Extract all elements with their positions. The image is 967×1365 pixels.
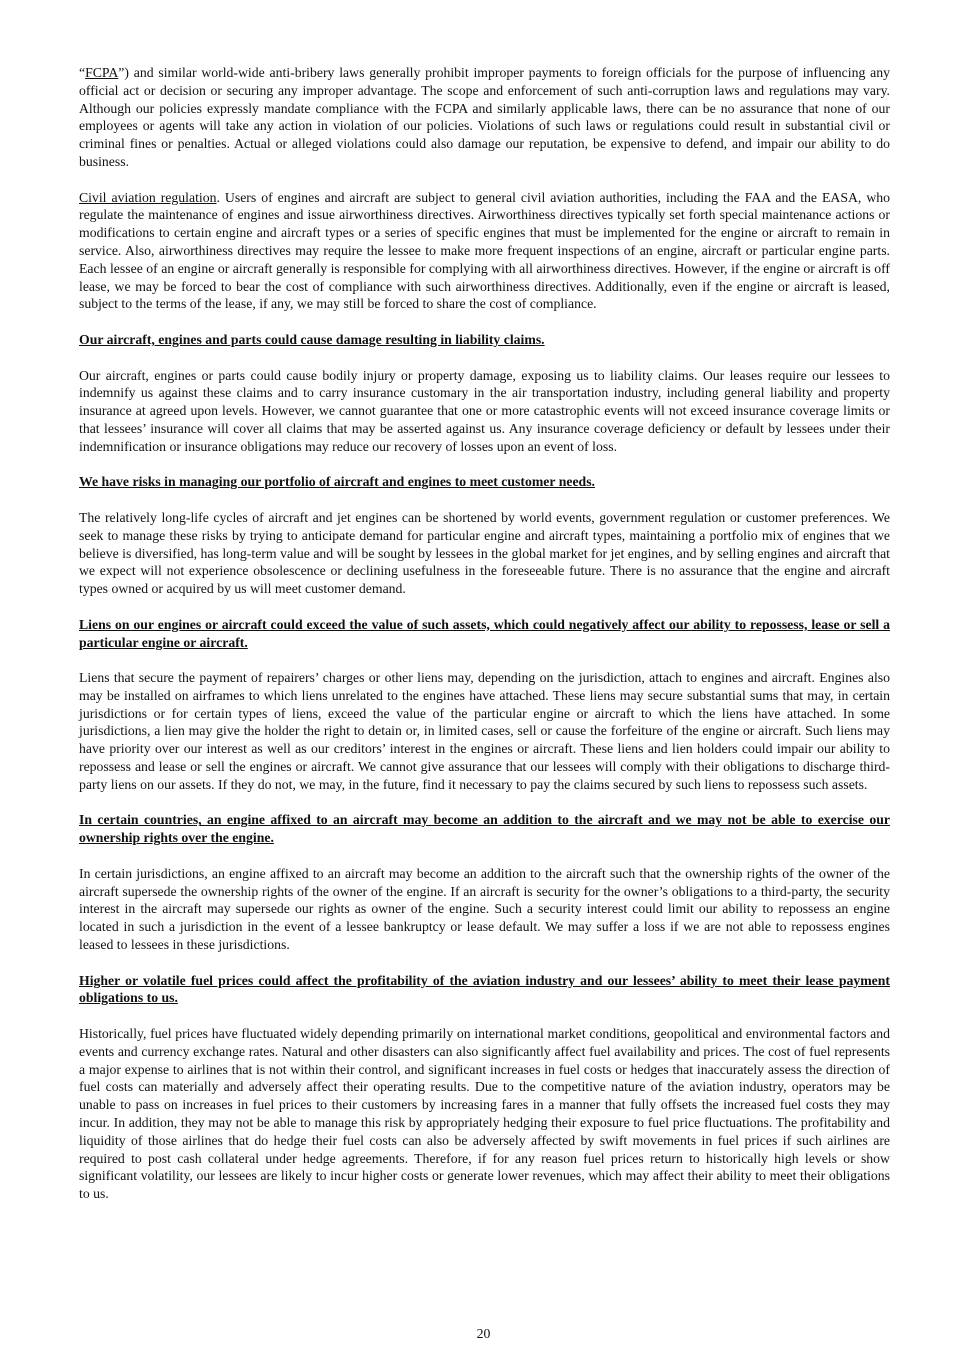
open-quote: “ [79,65,86,80]
paragraph-fuel-prices: Historically, fuel prices have fluctuated widely depending primarily on international market conditions, geopolitical and environmental factors and events and currency exchange rates. Natural and other disasters can also significantly affect fuel availability and prices. The cost of fuel represents a major expense to airlines that is not within their control, and significant increases in fuel costs or hedges that inaccurately assess the direction of fuel costs can materially and adversely affect their operating results. Due to the competitive nature of the aviation industry, operators may be unable to pass on increases in fuel prices to their customers by increasing fares in a manner that fully offsets the increased fuel costs they may incur. In addition, they may not be able to manage this risk by appropriately hedging their exposure to fuel price fluctuations. The profitability and liquidity of those airlines that do hedge their fuel costs can also be adversely affected by swift movements in fuel prices if such airlines are required to post cash collateral under hedge agreements. Therefore, if for any reason fuel prices return to historically high levels or show significant volatility, our lessees are likely to incur higher costs or generate lower revenues, which may affect their ability to meet their obligations to us. [79,1026,890,1202]
paragraph-anti-bribery [79,64,890,171]
paragraph-liens: Liens that secure the payment of repairers’ charges or other liens may, depending on the jurisdiction, attach to engines and aircraft. Engines also may be installed on airframes to which liens unrelated to the engines have attached. These liens may secure substantial sums that may, in certain jurisdictions or for certain types of liens, exceed the value of the particular engine or aircraft to which the liens have attached. In some jurisdictions, a lien may give the holder the right to detain or, in limited cases, sell or cause the forfeiture of the engine or aircraft. Such liens may have priority over our interest as well as our creditors’ interest in the engines or aircraft. These liens and lien holders could impair our ability to repossess and lease or sell the engines or aircraft. We cannot give assurance that our lessees will comply with their obligations to discharge third-party liens on our assets. If they do not, we may, in the future, find it necessary to pay the claims secured by such liens to repossess such assets. [79,670,890,792]
heading-engine-affixed: In certain countries, an engine affixed to an aircraft may become an addition to the aircraft and we may not be able to exercise our ownership rights over the engine. [79,812,890,846]
heading-liability-claims: Our aircraft, engines and parts could cause damage resulting in liability claims. [79,331,545,347]
paragraph-text: . Users of engines and aircraft are subject to general civil aviation authorities, including the FAA and the EASA, who regulate the maintenance of engines and issue airworthiness directives. Airworthiness directives typically set forth special maintenance actions or modifications to certain engine and aircraft types or a series of specific engines that must be implemented for the engine or aircraft to remain in service. Also, airworthiness directives may require the lessee to make more frequent inspections of an engine, aircraft or particular engine parts. Each lessee of an engine or aircraft generally is responsible for complying with all airworthiness directives. However, if the engine or aircraft is off lease, we may be forced to bear the cost of compliance with such airworthiness directives. Additionally, even if the engine or aircraft is leased, subject to the terms of the lease, if any, we may still be forced to share the cost of compliance. [79,189,890,312]
page-number: 20 [476,1326,491,1341]
paragraph-text: ”) and similar world-wide anti-bribery laws generally prohibit improper payments to foreign officials for the purpose of influencing any official act or decision or securing any improper advantage. The scope and enforcement of such anti-corruption laws and regulations may vary. Although our policies expressly mandate compliance with the FCPA and similarly applicable laws, there can be no assurance that none of our employees or agents will take any action in violation of our policies. Violations of such laws or regulations could result in substantial civil or criminal fines or penalties. Actual or alleged violations could also damage our reputation, be expensive to defend, and impair our ability to do business. [79,65,890,169]
civil-aviation-lead: Civil aviation regulation [79,189,217,205]
paragraph-engine-affixed: In certain jurisdictions, an engine affixed to an aircraft may become an addition to the aircraft such that the ownership rights of the owner of the aircraft supersede the ownership rights of the owner of the engine. If an aircraft is security for the owner’s obligations to a third-party, the security interest in the aircraft may supersede our rights as owner of the engine. Such a security interest could limit our ability to repossess an engine located in such a jurisdiction in the event of a lessee bankruptcy or lease default. We may suffer a loss if we are not able to repossess engines leased to lessees in these jurisdictions. [79,865,890,953]
paragraph-portfolio-risks: The relatively long-life cycles of aircraft and jet engines can be shortened by world events, government regulation or customer preferences. We seek to manage these risks by trying to anticipate demand for particular engine and aircraft types, maintaining a portfolio mix of engines that we believe is diversified, has long-term value and will be sought by lessees in the global market for jet engines, and by selling engines and aircraft that we expect will not experience obsolescence or declining usefulness in the foreseeable future. There is no assurance that the engine and aircraft types owned or acquired by us will meet customer demand. [79,509,890,597]
paragraph-liability-claims: Our aircraft, engines or parts could cause bodily injury or property damage, exposing us to liability claims. Our leases require our lessees to indemnify us against these claims and to carry insurance customary in the air transportation industry, including general liability and property insurance at agreed upon levels. However, we cannot guarantee that one or more catastrophic events will not exceed insurance coverage limits or that lessees’ insurance will cover all claims that may be asserted against us. Any insurance coverage deficiency or default by lessees under their indemnification or insurance obligations may reduce our recovery of losses upon an event of loss. [79,367,890,454]
paragraph-civil-aviation [79,189,890,314]
heading-liens: Liens on our engines or aircraft could exceed the value of such assets, which could negatively affect our ability to repossess, lease or sell a particular engine or aircraft. [79,616,890,650]
heading-portfolio-risks: We have risks in managing our portfolio of aircraft and engines to meet customer needs. [79,474,595,490]
fcpa-link[interactable]: FCPA [85,65,119,80]
document-body [79,64,890,1221]
heading-fuel-prices: Higher or volatile fuel prices could affect the profitability of the aviation industry and our lessees’ ability to meet their lease payment obligations to us. [79,972,890,1006]
